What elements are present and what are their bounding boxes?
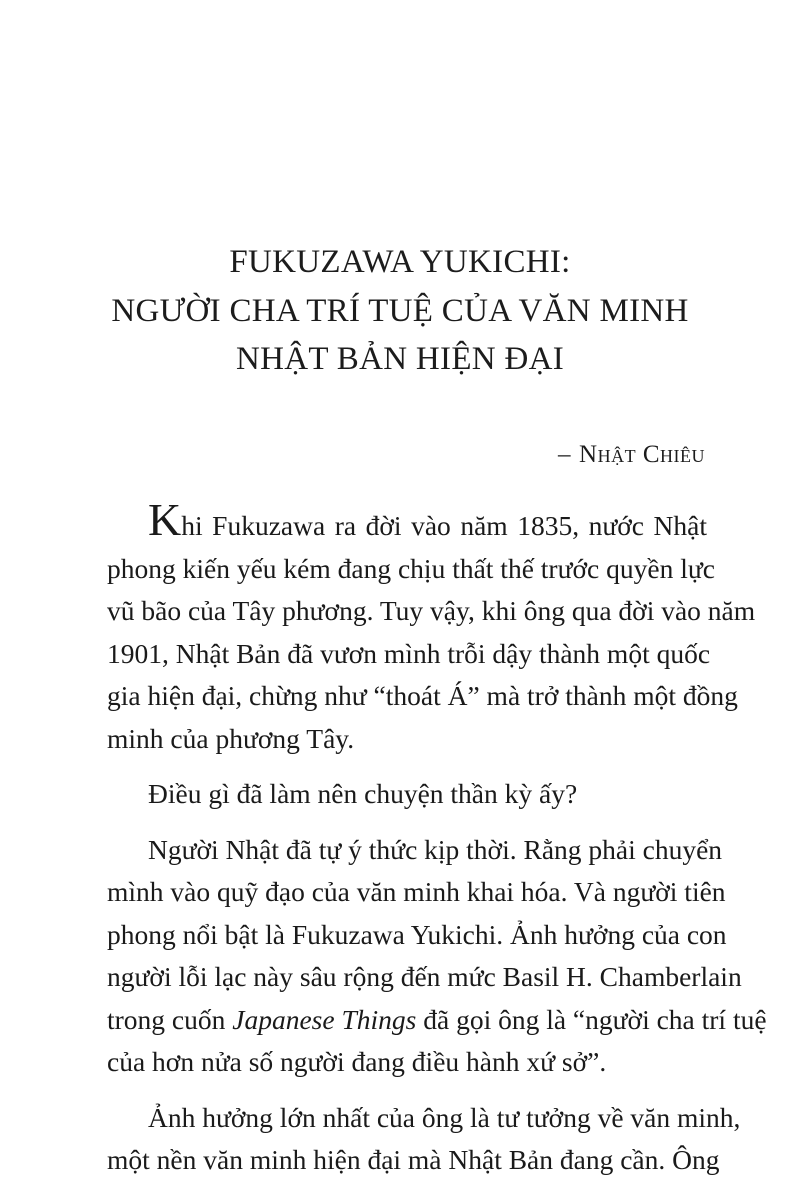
author-dash: – <box>558 441 572 468</box>
chapter-title <box>0 238 800 384</box>
chapter-title-line-1: FUKUZAWA YUKICHI: <box>229 244 571 280</box>
text-line: Điều gì đã làm nên chuyện thần kỳ ấy? <box>148 778 578 809</box>
text-line: mình vào quỹ đạo của văn minh khai hóa. Và người tiên <box>107 876 726 907</box>
chapter-title-line-3: NHẬT BẢN HIỆN ĐẠI <box>235 341 565 377</box>
paragraph-4 <box>107 1097 741 1182</box>
text-line: phong kiến yếu kém đang chịu thất thế trước quyền lực <box>107 552 715 584</box>
text-line: của hơn nửa số người đang điều hành xứ sở”. <box>107 1046 607 1077</box>
text-line: gia hiện đại, chừng như “thoát Á” mà trở thành một đồng <box>107 680 738 711</box>
text-line: 1901, Nhật Bản đã vươn mình trỗi dậy thành một quốc <box>107 637 711 669</box>
text-line <box>107 999 767 1042</box>
text-line: Người Nhật đã tự ý thức kịp thời. Rằng phải chuyển <box>148 833 723 865</box>
text-line: người lỗi lạc này sâu rộng đến mức Basil H. Chamberlain <box>107 961 742 992</box>
chapter-author <box>558 440 705 470</box>
paragraph-3 <box>107 829 767 1084</box>
text-line: vũ bão của Tây phương. Tuy vậy, khi ông qua đời vào năm <box>107 595 756 626</box>
paragraph-2 <box>107 773 707 816</box>
text-line: phong nổi bật là Fukuzawa Yukichi. Ảnh hưởng của con <box>107 918 727 950</box>
text-line <box>107 494 707 548</box>
book-title-japanese-things: Japanese Things <box>232 1003 417 1035</box>
text-line: minh của phương Tây. <box>107 722 355 754</box>
text-segment: đã gọi ông là “người cha trí tuệ <box>416 1003 767 1035</box>
chapter-title-line-2: NGƯỜI CHA TRÍ TUỆ CỦA VĂN MINH <box>111 292 689 329</box>
text-segment: trong cuốn <box>107 1003 233 1035</box>
body-text <box>107 494 767 1182</box>
text-line: Ảnh hưởng lớn nhất của ông là tư tưởng về văn minh, <box>148 1101 741 1133</box>
text-line-content: hi Fukuzawa ra đời vào năm 1835, nước Nhật <box>181 510 707 541</box>
text-line: một nền văn minh hiện đại mà Nhật Bản đang cần. Ông <box>107 1144 720 1175</box>
drop-cap: K <box>148 494 182 545</box>
paragraph-1 <box>107 494 756 760</box>
author-name: Nhật Chiêu <box>579 441 705 468</box>
